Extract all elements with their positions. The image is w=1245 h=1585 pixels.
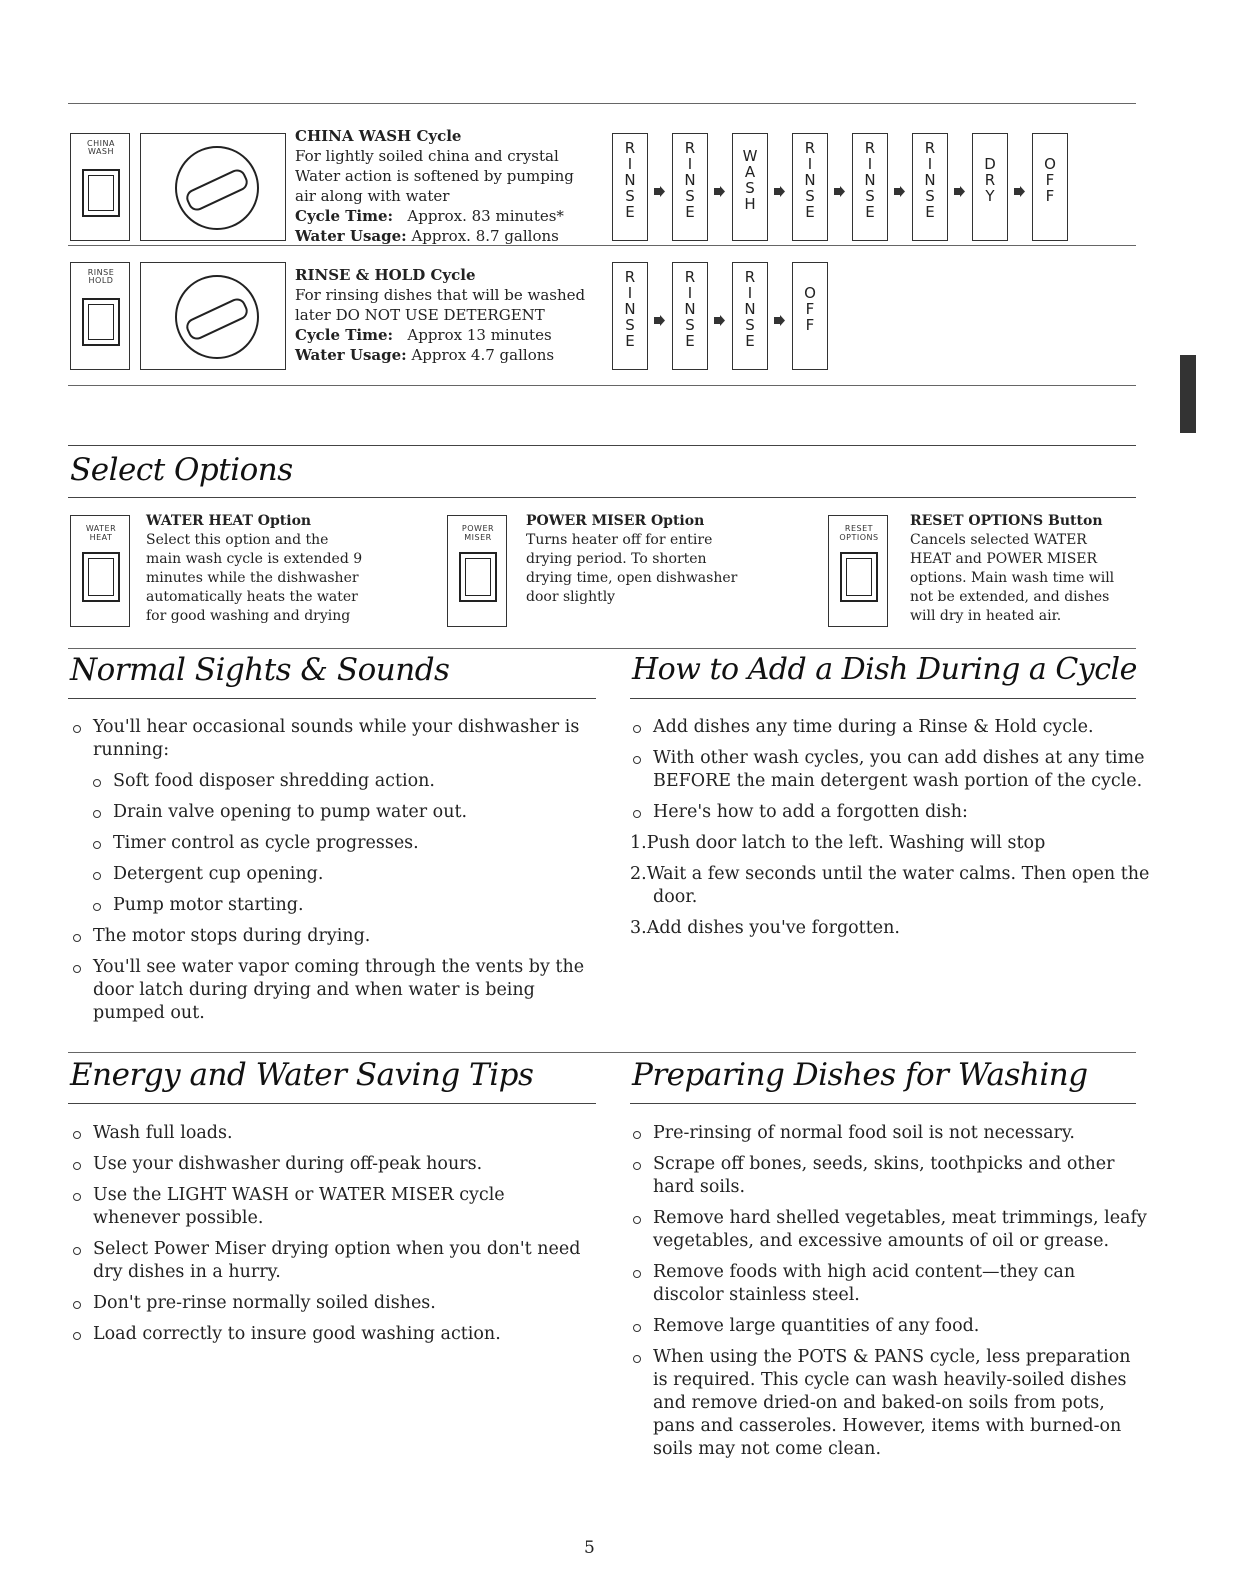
arrow-right-icon bbox=[1013, 183, 1026, 196]
option-line: door slightly bbox=[526, 589, 616, 605]
list-item: Pre-rinsing of normal food soil is not necessary. bbox=[630, 1122, 1150, 1145]
arrow-right-icon bbox=[773, 312, 786, 325]
page-number: 5 bbox=[584, 1538, 595, 1558]
preparing-heading: Preparing Dishes for Washing bbox=[632, 1057, 1088, 1093]
list-item: Select Power Miser drying option when you don't need dry dishes in a hurry. bbox=[70, 1238, 595, 1284]
list-item: Remove large quantities of any food. bbox=[630, 1315, 1150, 1338]
reset-options-button-panel bbox=[828, 515, 888, 627]
water-heat-button[interactable] bbox=[82, 552, 120, 602]
option-line: Select this option and the bbox=[146, 532, 329, 548]
sequence-step-label: W A S H bbox=[742, 147, 758, 213]
option-title: RESET OPTIONS Button bbox=[910, 513, 1103, 529]
preparing-list bbox=[630, 1122, 1150, 1469]
option-line: options. Main wash time will bbox=[910, 570, 1115, 586]
cycle-line: later DO NOT USE DETERGENT bbox=[295, 306, 545, 324]
list-item: Soft food disposer shredding action. bbox=[90, 770, 595, 793]
sequence-step-label: R I N S E bbox=[744, 268, 756, 350]
arrow-right-icon bbox=[653, 183, 666, 196]
sequence-step bbox=[672, 133, 708, 241]
option-line: Cancels selected WATER bbox=[910, 532, 1087, 548]
section-rule bbox=[630, 1103, 1136, 1104]
sequence-step-label: D R Y bbox=[984, 155, 996, 205]
sequence-step-label: R I N S E bbox=[804, 139, 816, 221]
option-title: WATER HEAT Option bbox=[146, 513, 312, 529]
section-rule bbox=[68, 497, 1136, 498]
list-item: Pump motor starting. bbox=[90, 894, 595, 917]
sequence-step-label: R I N S E bbox=[624, 268, 636, 350]
list-item: Here's how to add a forgotten dish: bbox=[630, 801, 1150, 824]
sequence-step-label: R I N S E bbox=[864, 139, 876, 221]
china-wash-description bbox=[295, 126, 595, 246]
sequence-step-label: R I N S E bbox=[624, 139, 636, 221]
top-rule bbox=[68, 103, 1136, 104]
option-title: POWER MISER Option bbox=[526, 513, 705, 529]
cycle-dial-icon[interactable] bbox=[175, 275, 259, 359]
step-item: 2.Wait a few seconds until the water calms. Then open the door. bbox=[630, 864, 1150, 907]
sequence-step bbox=[852, 133, 888, 241]
normal-sights-list bbox=[70, 716, 595, 1033]
sequence-step-label: R I N S E bbox=[684, 139, 696, 221]
add-dish-steps bbox=[630, 832, 1150, 940]
list-item: Wash full loads. bbox=[70, 1122, 595, 1145]
sequence-step bbox=[972, 133, 1008, 241]
step-item: 3.Add dishes you've forgotten. bbox=[630, 918, 900, 938]
cycle-title: CHINA WASH Cycle bbox=[295, 127, 462, 145]
section-rule bbox=[68, 1103, 596, 1104]
list-item: Use your dishwasher during off-peak hours. bbox=[70, 1153, 595, 1176]
list-item: Scrape off bones, seeds, skins, toothpicks and other hard soils. bbox=[630, 1153, 1150, 1199]
normal-sights-heading: Normal Sights & Sounds bbox=[70, 652, 450, 688]
option-line: main wash cycle is extended 9 bbox=[146, 551, 363, 567]
sequence-step bbox=[612, 133, 648, 241]
section-rule bbox=[68, 698, 596, 699]
option-line: drying time, open dishwasher bbox=[526, 570, 738, 586]
energy-tips-list bbox=[70, 1122, 595, 1354]
option-line: will dry in heated air. bbox=[910, 608, 1062, 624]
list-item: Detergent cup opening. bbox=[90, 863, 595, 886]
list-item: The motor stops during drying. bbox=[70, 925, 595, 948]
section-rule bbox=[68, 1052, 1136, 1053]
cycle-time-value: Approx. 83 minutes* bbox=[407, 207, 564, 225]
list-item: You'll hear occasional sounds while your dishwasher is running: bbox=[70, 716, 595, 762]
cycle-time-label: Cycle Time: bbox=[295, 207, 394, 225]
power-miser-button-panel bbox=[447, 515, 507, 627]
section-rule bbox=[68, 445, 1136, 446]
sequence-step-label: O F F bbox=[804, 284, 816, 334]
cycle-time-label: Cycle Time: bbox=[295, 326, 394, 344]
arrow-right-icon bbox=[713, 312, 726, 325]
option-line: not be extended, and dishes bbox=[910, 589, 1110, 605]
select-options-heading: Select Options bbox=[70, 452, 293, 488]
reset-options-button-label: RESET OPTIONS bbox=[839, 524, 879, 542]
sequence-step-label: O F F bbox=[1044, 155, 1056, 205]
cycle-title: RINSE & HOLD Cycle bbox=[295, 266, 476, 284]
water-heat-description bbox=[146, 512, 406, 626]
cycle-dial-icon[interactable] bbox=[175, 146, 259, 230]
option-line: minutes while the dishwasher bbox=[146, 570, 359, 586]
rinse-hold-button[interactable] bbox=[82, 298, 120, 346]
arrow-right-icon bbox=[773, 183, 786, 196]
section-rule bbox=[68, 648, 1136, 649]
sequence-step bbox=[732, 133, 768, 241]
list-item: Remove hard shelled vegetables, meat trimmings, leafy vegetables, and excessive amounts of oil or grease. bbox=[630, 1207, 1150, 1253]
sequence-step bbox=[792, 262, 828, 370]
sequence-step bbox=[1032, 133, 1068, 241]
add-dish-list bbox=[630, 716, 1150, 824]
option-line: drying period. To shorten bbox=[526, 551, 707, 567]
water-usage-label: Water Usage: bbox=[295, 346, 407, 364]
list-item: Timer control as cycle progresses. bbox=[90, 832, 595, 855]
sequence-step bbox=[612, 262, 648, 370]
power-miser-description bbox=[526, 512, 806, 607]
cycle-line: air along with water bbox=[295, 187, 450, 205]
water-usage-label: Water Usage: bbox=[295, 227, 407, 245]
step-item: 1.Push door latch to the left. Washing will stop bbox=[630, 833, 1046, 853]
sequence-step bbox=[912, 133, 948, 241]
sequence-step bbox=[672, 262, 708, 370]
rinse-hold-button-panel bbox=[70, 262, 130, 370]
china-wash-button-label: CHINA WASH bbox=[87, 139, 115, 156]
arrow-right-icon bbox=[893, 183, 906, 196]
list-item: Drain valve opening to pump water out. bbox=[90, 801, 595, 824]
cycle-time-value: Approx 13 minutes bbox=[407, 326, 552, 344]
rinse-hold-description bbox=[295, 265, 605, 365]
sequence-step-label: R I N S E bbox=[684, 268, 696, 350]
water-heat-button-label: WATER HEAT bbox=[85, 524, 117, 542]
list-item: Use the LIGHT WASH or WATER MISER cycle whenever possible. bbox=[70, 1184, 595, 1230]
list-item: Load correctly to insure good washing action. bbox=[70, 1323, 595, 1346]
list-item: You'll see water vapor coming through the vents by the door latch during drying and when water is being pumped out. bbox=[70, 956, 595, 1025]
section-rule bbox=[630, 698, 1136, 699]
cycle-line: For rinsing dishes that will be washed bbox=[295, 286, 586, 304]
china-wash-button[interactable] bbox=[82, 169, 120, 217]
arrow-right-icon bbox=[953, 183, 966, 196]
add-dish-heading: How to Add a Dish During a Cycle bbox=[632, 652, 1137, 687]
cycle-divider bbox=[68, 245, 1136, 246]
section-tab-marker bbox=[1180, 355, 1196, 433]
water-heat-button-panel bbox=[70, 515, 130, 627]
china-wash-button-panel bbox=[70, 133, 130, 241]
power-miser-button[interactable] bbox=[459, 552, 497, 602]
rinse-hold-button-label: RINSE HOLD bbox=[87, 268, 115, 285]
water-usage-value: Approx 4.7 gallons bbox=[411, 346, 555, 364]
list-item: When using the POTS & PANS cycle, less preparation is required. This cycle can wash heavily-soiled dishes and remove dried-on and baked-on soils from pots, pans and casseroles. However, items with burned-on soils may not come clean. bbox=[630, 1346, 1150, 1461]
list-item: Remove foods with high acid content—they can discolor stainless steel. bbox=[630, 1261, 1150, 1307]
sequence-step bbox=[792, 133, 828, 241]
reset-options-description bbox=[910, 512, 1150, 626]
arrow-right-icon bbox=[833, 183, 846, 196]
energy-tips-heading: Energy and Water Saving Tips bbox=[70, 1057, 534, 1093]
water-usage-value: Approx. 8.7 gallons bbox=[411, 227, 559, 245]
cycle-line: Water action is softened by pumping bbox=[295, 167, 574, 185]
list-item: Add dishes any time during a Rinse & Hold cycle. bbox=[630, 716, 1150, 739]
option-line: for good washing and drying bbox=[146, 608, 351, 624]
option-line: HEAT and POWER MISER bbox=[910, 551, 1098, 567]
cycle-divider bbox=[68, 385, 1136, 386]
list-item: With other wash cycles, you can add dishes at any time BEFORE the main detergent wash portion of the cycle. bbox=[630, 747, 1150, 793]
sequence-step bbox=[732, 262, 768, 370]
rinse-hold-dial-panel bbox=[140, 262, 286, 370]
arrow-right-icon bbox=[653, 312, 666, 325]
list-item: Don't pre-rinse normally soiled dishes. bbox=[70, 1292, 595, 1315]
option-line: Turns heater off for entire bbox=[526, 532, 713, 548]
arrow-right-icon bbox=[713, 183, 726, 196]
add-dish-content bbox=[630, 716, 1150, 948]
cycle-line: For lightly soiled china and crystal bbox=[295, 147, 559, 165]
reset-options-button[interactable] bbox=[840, 552, 878, 602]
sequence-step-label: R I N S E bbox=[924, 139, 936, 221]
china-wash-dial-panel bbox=[140, 133, 286, 241]
option-line: automatically heats the water bbox=[146, 589, 358, 605]
power-miser-button-label: POWER MISER bbox=[461, 524, 495, 542]
